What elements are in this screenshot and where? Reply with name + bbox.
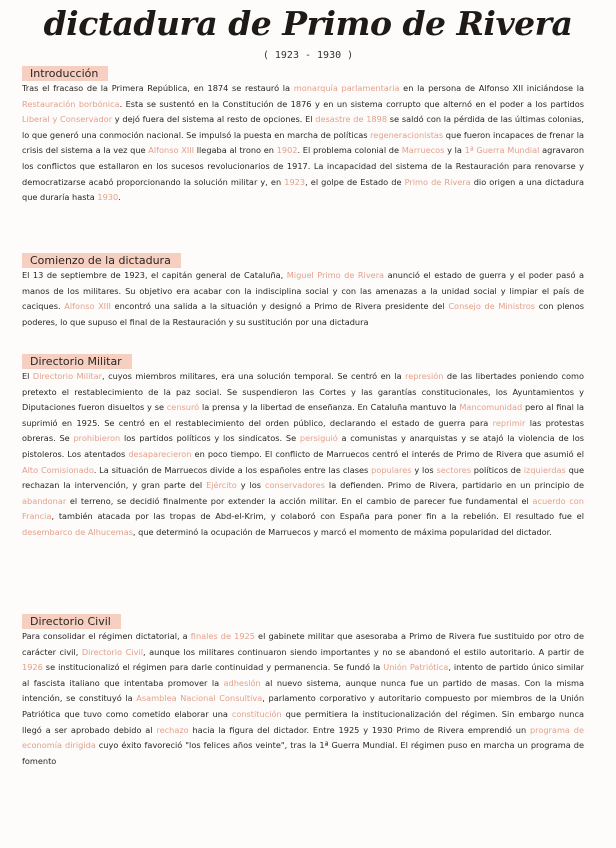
highlighted-term: Consejo de Ministros (448, 301, 536, 312)
text-run: cuyo éxito favoreció "los felices años veinte", tras la 1ª Guerra Mundial. El régimen puso en marcha un programa de fomento (22, 740, 585, 766)
highlighted-term: populares (371, 464, 412, 475)
text-run: a comunistas y anarquistas y se atajó la violencia de los pistoleros. Los atentados (22, 433, 584, 459)
highlighted-term: Alto Comisionado (22, 464, 94, 475)
highlighted-term: programa de economía dirigida (22, 724, 584, 751)
section-text-introduccion (22, 81, 584, 206)
text-run: en poco tiempo. El conflicto de Marruecos centró el interés de Primo de Rivera que asumió el (191, 448, 584, 459)
text-run: que rechazan la intervención, y gran parte del (22, 464, 585, 491)
text-run: El (22, 371, 33, 381)
text-run: , también atacada por las tropas de Abd-el-Krim, y colaboró con España para poner fin a la rebelión. El resultado fue el (51, 511, 584, 522)
highlighted-term: Alfonso XIII (148, 145, 195, 156)
highlighted-term: sectores (436, 464, 471, 475)
highlighted-term: regeneracionistas (370, 129, 444, 140)
highlighted-term: izquierdas (523, 464, 566, 475)
highlighted-term: persiguió (299, 433, 338, 444)
highlighted-term: Unión Patriótica (383, 662, 449, 673)
text-run: llegaba al trono en (194, 145, 277, 156)
text-run: con plenos poderes, lo que supuso el final de la Restauración y su sustitución por una dictadura (22, 301, 584, 327)
section-text-comienzo (22, 268, 584, 330)
text-run: , que determinó la ocupación de Marruecos y marcó el momento de máxima popularidad del dictador. (132, 526, 552, 537)
page-title: dictadura de Primo de Rivera (43, 4, 573, 43)
text-run: encontró una salida a la situación y designó a Primo de Rivera presidente del (110, 301, 449, 312)
text-run: en la persona de Alfonso XII iniciándose la (399, 83, 584, 93)
text-run: , el golpe de Estado de (305, 176, 405, 187)
text-run: , cuyos miembros militares, era una solución temporal. Se centró en la (102, 371, 406, 381)
text-run: hacia la figura del dictador. Entre 1925 y 1930 Primo de Rivera emprendió un (188, 724, 530, 735)
highlighted-term: 1923 (284, 176, 306, 187)
section-heading-directorio-militar: Directorio Militar (22, 354, 132, 369)
highlighted-term: Directorio Civil (81, 646, 143, 657)
highlighted-term: Liberal y Conservador (22, 114, 113, 125)
text-run: . (118, 192, 121, 203)
highlighted-term: desembarco de Alhucemas (22, 526, 133, 537)
highlighted-term: Mancomunidad (459, 402, 523, 413)
highlighted-term: Ejército (206, 480, 237, 491)
highlighted-term: Miguel Primo de Rivera (286, 270, 385, 280)
highlighted-term: Marruecos (401, 145, 445, 156)
text-run: , parlamento corporativo y autoritario compuesto por miembros de la Unión Patriótica que tuvo como cometido elaborar una (22, 693, 585, 719)
text-run: El 13 de septiembre de 1923, el capitán general de Cataluña, (22, 270, 287, 280)
text-run: dio origen a una dictadura que duraría hasta (22, 176, 585, 203)
text-run: , aunque los militares continuaron siendo importantes y no se abandonó el estilo autoritario. A partir de (142, 646, 585, 657)
text-run: y los (236, 480, 266, 491)
highlighted-term: Primo de Rivera (404, 176, 471, 187)
highlighted-term: rechazo (156, 724, 189, 735)
highlighted-term: 1902 (276, 145, 298, 156)
text-run: Tras el fracaso de la Primera República, en 1874 se restauró la (22, 83, 294, 93)
section-heading-comienzo: Comienzo de la dictadura (22, 253, 181, 268)
text-run: al nuevo sistema, aunque nunca fue un partido de masas. Con la misma intención, se constituyó la (22, 677, 584, 704)
text-run: el gabinete militar que asesoraba a Primo de Rivera fue sustituido por otro de carácter civil, (22, 631, 584, 657)
text-run: que fueron incapaces de frenar la crisis del sistema a la vez que (22, 129, 584, 156)
highlighted-term: constitución (231, 708, 282, 719)
highlighted-term: censuró (166, 402, 200, 413)
highlighted-term: represión (405, 371, 444, 381)
text-run: la prensa y la libertad de enseñanza. En Cataluña mantuvo la (199, 402, 460, 413)
section-heading-introduccion: Introducción (22, 66, 108, 81)
highlighted-term: Asamblea Nacional Consultiva (136, 693, 263, 704)
text-run: , intento de partido único similar al fascista italiano que intentaba promover la (22, 662, 584, 688)
highlighted-term: reprimir (492, 417, 526, 428)
text-run: y los (411, 464, 437, 475)
highlighted-term: 1ª Guerra Mundial (464, 145, 540, 156)
date-range: ( 1923 - 1930 ) (262, 50, 354, 61)
text-run: agravaron los conflictos que estallaron en los sucesos revolucionarios de 1917. La incapacidad del sistema de la Restauración para renovarse y democratizarse acabó proporcionando la solución militar y, en (22, 145, 585, 187)
highlighted-term: adhesión (223, 677, 261, 688)
text-run: que permitiera la institucionalización del régimen. Sin embargo nunca llegó a ser aprobado debido al (22, 708, 584, 735)
highlighted-term: acuerdo con Francia (22, 495, 584, 522)
text-run: . El problema colonial de (297, 145, 402, 156)
highlighted-term: abandonar (22, 495, 67, 506)
highlighted-term: 1930 (97, 192, 119, 203)
text-run: se institucionalizó el régimen para darle continuidad y permanencia. Se fundó la (42, 662, 384, 673)
highlighted-term: Restauración borbónica (22, 98, 120, 109)
highlighted-term: prohibieron (73, 433, 121, 444)
highlighted-term: 1926 (22, 662, 43, 673)
text-run: y dejó fuera del sistema al resto de opciones. El (112, 114, 316, 125)
text-run: la defienden. Primo de Rivera, partidario en un principio de (324, 480, 584, 491)
text-run: el terreno, se decidió finalmente por extender la acción militar. En el cambio de parecer fue fundamental el (66, 495, 533, 506)
section-text-directorio-militar (22, 369, 584, 541)
text-run: y la (444, 145, 465, 156)
highlighted-term: desaparecieron (128, 448, 192, 459)
text-run: las protestas obreras. Se (22, 417, 584, 444)
highlighted-term: monarquía parlamentaria (293, 83, 400, 93)
text-run: políticos de (470, 464, 524, 475)
section-text-directorio-civil (22, 629, 584, 769)
highlighted-term: desastre de 1898 (315, 114, 388, 125)
text-run: . Esta se sustentó en la Constitución de 1876 y en un sistema corrupto que alternó en el poder a los partidos (119, 98, 584, 109)
highlighted-term: Alfonso XIII (64, 301, 111, 312)
text-run: Para consolidar el régimen dictatorial, a (22, 631, 191, 641)
text-run: anunció el estado de guerra y el poder pasó a manos de los militares. Su objetivo era acabar con la indisciplina social y con las amenazas a la unidad social y limpiar el país de caciques. (22, 270, 584, 312)
section-heading-directorio-civil: Directorio Civil (22, 614, 121, 629)
highlighted-term: conservadores (265, 480, 325, 491)
text-run: . La situación de Marruecos divide a los españoles entre las clases (93, 464, 372, 475)
text-run: se saldó con la pérdida de las últimas colonias, lo que generó una conmoción nacional. Se impulsó la puesta en marcha de políticas (22, 114, 584, 140)
text-run: de las libertades poniendo como pretexto el restablecimiento de la paz social. Se suspendieron las Cortes y las garantías constitucionales, los Ayuntamientos y Diputaciones fueron disueltos y se (22, 371, 584, 413)
text-run: los partidos políticos y los sindicatos. Se (120, 433, 300, 444)
highlighted-term: Directorio Militar (32, 371, 103, 381)
text-run: pero al final la suprimió en 1925. Se centró en el restablecimiento del orden público, declarando el estado de guerra para (22, 402, 584, 428)
highlighted-term: finales de 1925 (190, 631, 255, 641)
